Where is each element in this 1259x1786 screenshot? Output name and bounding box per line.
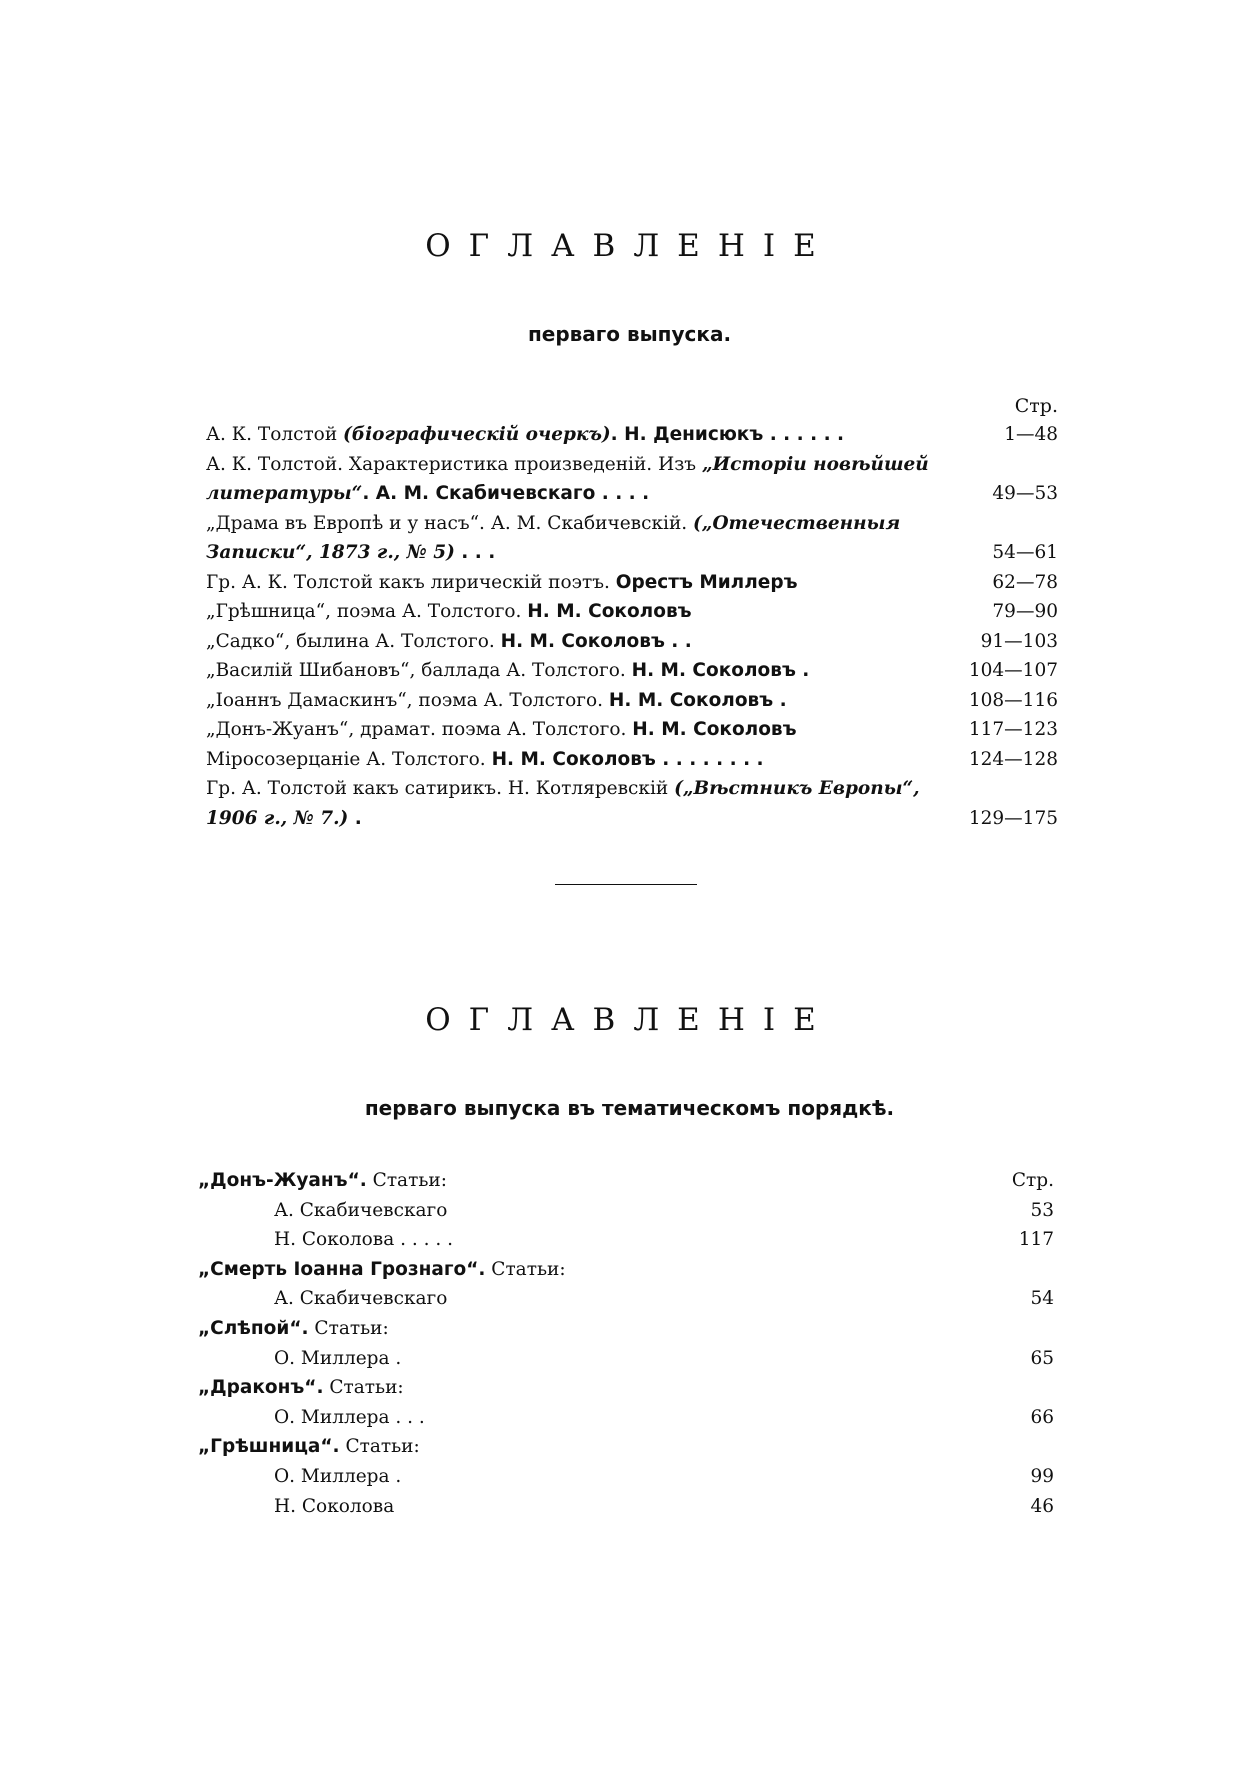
section2-title: ОГЛАВЛЕНІЕ xyxy=(425,1002,834,1038)
toc-entry-author: Н. М. Соколовъ . . . . . . . . xyxy=(491,748,764,770)
thematic-article-page: 54 xyxy=(1030,1288,1054,1310)
thematic-article-page: 65 xyxy=(1030,1347,1054,1369)
thematic-article-author: А. Скабичевскаго xyxy=(274,1288,448,1310)
thematic-article xyxy=(198,1462,1054,1492)
toc-entry xyxy=(206,597,1058,627)
toc-entry-work: („Отечественныя Записки“, 1873 г., № 5) xyxy=(206,512,901,563)
toc-entry xyxy=(206,509,1058,568)
thematic-article xyxy=(198,1403,1054,1433)
toc-entry-author: . А. М. Скабичевскаго . . . . xyxy=(362,483,650,504)
thematic-heading-title: „Смерть Іоанна Грознаго“. xyxy=(198,1258,486,1280)
toc-entry-pages: 54—61 xyxy=(992,542,1058,563)
toc-entry-text: „Грѣшница“, поэма А. Толстого. xyxy=(206,601,528,622)
toc-entry-text: Гр. А. Толстой какъ сатирикъ. Н. Котляревскій xyxy=(206,778,675,799)
toc-entry xyxy=(206,568,1058,598)
toc-entry xyxy=(206,656,1058,686)
toc-entry xyxy=(206,627,1058,657)
thematic-heading-label: Статьи: xyxy=(339,1436,420,1458)
page-column-header: Стр. xyxy=(1014,395,1058,417)
toc-entry-text: „Драма въ Европѣ и у насъ“. А. М. Скабичевскій. xyxy=(206,512,694,534)
thematic-heading-label: Статьи: xyxy=(323,1377,404,1399)
toc-entry-pages: 91—103 xyxy=(980,630,1058,652)
toc-entry-text: А. К. Толстой xyxy=(206,424,344,445)
section2-subtitle: перваго выпуска въ тематическомъ порядкѣ. xyxy=(364,1096,895,1120)
toc-entry-author: Н. М. Соколовъ xyxy=(632,719,797,740)
thematic-article-author: Н. Соколова xyxy=(274,1495,395,1517)
toc-entry-pages: 124—128 xyxy=(968,748,1058,770)
toc-entry-work: „Исторіи новѣйшей литературы“ xyxy=(206,453,929,504)
thematic-article-page: 117 xyxy=(1018,1229,1054,1251)
toc-entry-author: . xyxy=(348,807,362,829)
toc-entry-author: Н. М. Соколовъ xyxy=(527,601,692,622)
thematic-article-page: 66 xyxy=(1030,1406,1054,1428)
thematic-article-page: 46 xyxy=(1030,1495,1054,1517)
section1-title: ОГЛАВЛЕНІЕ xyxy=(425,228,834,264)
toc-entry-text: „Садко“, былина А. Толстого. xyxy=(206,630,501,652)
thematic-heading-label: Статьи: xyxy=(485,1258,566,1280)
toc-entry-author: . . . xyxy=(454,542,496,563)
toc-entry xyxy=(206,745,1058,775)
toc-entry-text: А. К. Толстой. Характеристика произведеній. Изъ xyxy=(206,453,702,475)
toc-entry xyxy=(206,420,1058,450)
thematic-article xyxy=(198,1344,1054,1374)
thematic-heading-title: „Грѣшница“. xyxy=(198,1436,340,1458)
thematic-article-author: А. Скабичевскаго xyxy=(274,1199,448,1221)
thematic-heading-title: „Слѣпой“. xyxy=(198,1317,309,1339)
toc-entry-work: („Вѣстникъ Европы“, 1906 г., № 7.) xyxy=(206,778,920,829)
toc-entry-author: Н. М. Соколовъ . xyxy=(631,660,810,681)
toc-entry-author: Н. М. Соколовъ . . xyxy=(500,630,692,652)
toc-entry xyxy=(206,450,1058,509)
thematic-article xyxy=(198,1284,1054,1314)
toc-entry-pages: 117—123 xyxy=(968,719,1058,740)
toc-entry-text: „Василій Шибановъ“, баллада А. Толстого. xyxy=(206,660,632,681)
thematic-article xyxy=(198,1225,1054,1255)
thematic-heading-title: „Драконъ“. xyxy=(198,1377,324,1399)
toc-list xyxy=(206,392,1058,833)
toc-entry xyxy=(206,774,1058,833)
thematic-article-author: О. Миллера . xyxy=(274,1465,402,1487)
thematic-toc-list xyxy=(198,1166,1054,1521)
toc-entry-text: „Донъ-Жуанъ“, драмат. поэма А. Толстого. xyxy=(206,719,633,740)
toc-entry-text: „Іоаннъ Дамаскинъ“, поэма А. Толстого. xyxy=(206,689,609,711)
toc-entry-text: Міросозерцаніе А. Толстого. xyxy=(206,748,492,770)
toc-entry-pages: 108—116 xyxy=(968,689,1058,711)
section-divider xyxy=(555,884,697,885)
thematic-heading-label: Статьи: xyxy=(366,1170,447,1191)
thematic-article xyxy=(198,1492,1054,1522)
thematic-article-page: 53 xyxy=(1030,1199,1054,1221)
page-column-header: Стр. xyxy=(1011,1170,1054,1191)
thematic-heading-label: Статьи: xyxy=(308,1317,389,1339)
toc-entry xyxy=(206,686,1058,716)
thematic-heading xyxy=(198,1314,1054,1344)
toc-entry-author: Орестъ Миллеръ xyxy=(615,571,798,593)
thematic-heading xyxy=(198,1432,1054,1462)
toc-entry-pages: 49—53 xyxy=(992,483,1058,504)
thematic-heading xyxy=(198,1166,1054,1196)
thematic-heading xyxy=(198,1255,1054,1285)
thematic-article-author: О. Миллера . xyxy=(274,1347,402,1369)
toc-entry-pages: 104—107 xyxy=(968,660,1058,681)
toc-entry-author: . Н. Денисюкъ . . . . . . xyxy=(610,424,845,445)
thematic-heading xyxy=(198,1373,1054,1403)
thematic-article-author: О. Миллера . . . xyxy=(274,1406,425,1428)
thematic-article xyxy=(198,1196,1054,1226)
toc-entry-text: Гр. А. К. Толстой какъ лирическій поэтъ. xyxy=(206,571,616,593)
toc-entry-work: (біографическій очеркъ) xyxy=(343,424,611,445)
toc-entry-pages: 1—48 xyxy=(1004,424,1058,445)
toc-entry-pages: 129—175 xyxy=(968,807,1058,829)
thematic-article-author: Н. Соколова . . . . . xyxy=(274,1229,454,1251)
thematic-article-page: 99 xyxy=(1030,1465,1054,1487)
section1-subtitle: перваго выпуска. xyxy=(527,322,732,346)
toc-entry-pages: 62—78 xyxy=(992,571,1058,593)
toc-entry xyxy=(206,715,1058,745)
toc-entry-author: Н. М. Соколовъ . xyxy=(608,689,787,711)
toc-entry-pages: 79—90 xyxy=(992,601,1058,622)
thematic-heading-title: „Донъ-Жуанъ“. xyxy=(198,1170,367,1191)
